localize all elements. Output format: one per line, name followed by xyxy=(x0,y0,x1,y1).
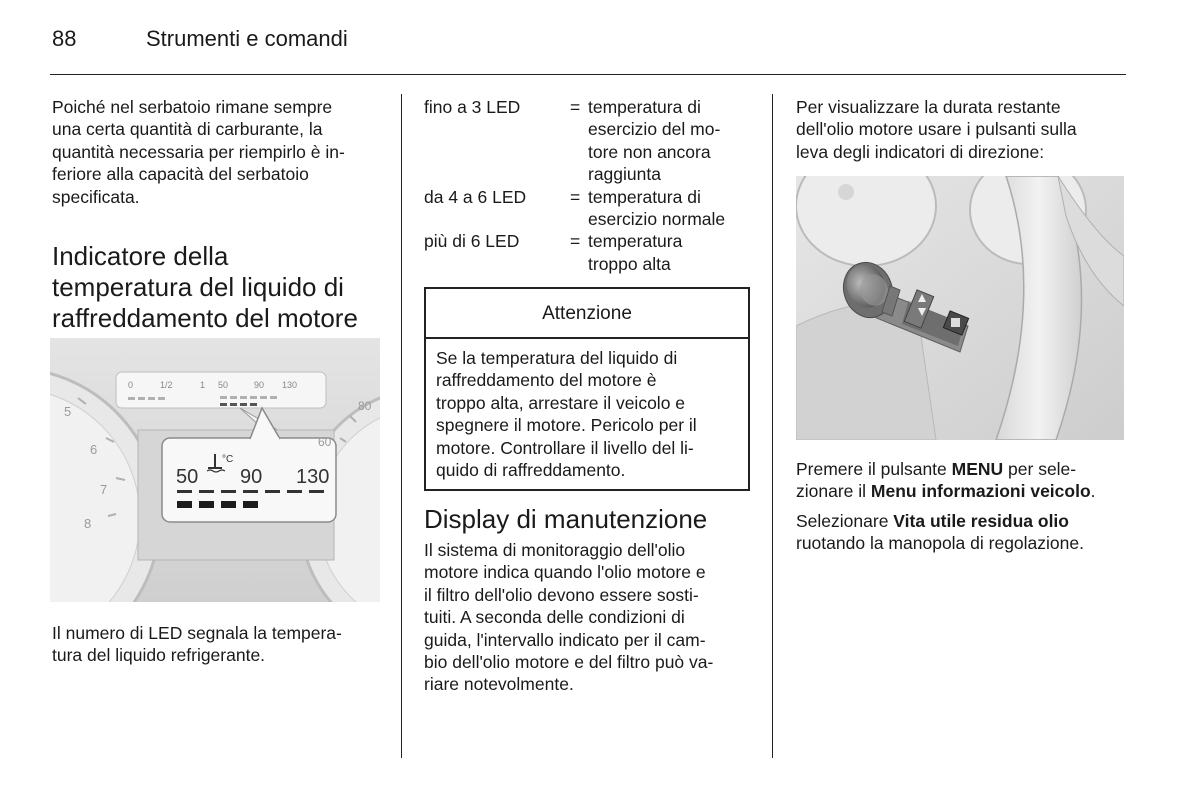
led-meaning xyxy=(588,186,758,231)
led-row-top xyxy=(177,490,324,493)
instrument-cluster-illustration xyxy=(50,338,380,602)
gauge-number: 60 xyxy=(318,435,332,449)
text-line: temperatura di xyxy=(588,186,701,207)
zoom-value: 130 xyxy=(296,466,330,488)
warning-box xyxy=(424,287,750,491)
text-line: Il numero di LED segnala la tempera- xyxy=(52,623,342,643)
intro-paragraph xyxy=(52,96,388,208)
maintenance-heading: Display di manutenzione xyxy=(424,504,708,534)
turn-signal-lever-illustration xyxy=(796,176,1124,440)
text-line: feriore alla capacità del serbatoio xyxy=(52,164,309,185)
gauge-number: 5 xyxy=(64,404,72,419)
warning-body xyxy=(426,339,748,489)
heading-line: raffreddamento del motore xyxy=(52,303,358,334)
equals-sign: = xyxy=(570,231,581,252)
text-line: quido di raffreddamento. xyxy=(436,460,626,481)
text-line: guida, l'intervallo indicato per il cam- xyxy=(424,629,706,650)
text-line: troppo alta xyxy=(588,253,671,274)
gauge-number: 7 xyxy=(100,482,108,497)
zoom-unit: °C xyxy=(222,454,234,465)
text-line: Il sistema di monitoraggio dell'olio xyxy=(424,540,686,560)
step-menu xyxy=(796,458,1136,503)
led-meaning xyxy=(588,96,758,186)
text-line: tura del liquido refrigerante. xyxy=(52,645,266,666)
heading-line: temperatura del liquido di xyxy=(52,272,344,303)
text-line: tuiti. A seconda delle condizioni di xyxy=(424,607,685,628)
table-row xyxy=(424,186,758,231)
column-divider-1 xyxy=(401,94,402,758)
strip-label: 130 xyxy=(282,380,298,390)
strip-label: 1 xyxy=(200,380,206,390)
equals-sign: = xyxy=(570,97,581,117)
page-number: 88 xyxy=(52,26,77,51)
text-line: esercizio normale xyxy=(588,209,726,230)
text-line: il filtro dell'olio devono essere sosti- xyxy=(424,584,699,605)
step1-text xyxy=(796,459,1076,479)
gauge-number: 80 xyxy=(358,399,372,413)
text-fragment: Premere il pulsante xyxy=(796,459,952,479)
strip-label: 50 xyxy=(218,380,229,390)
led-meaning xyxy=(588,230,758,275)
step-select xyxy=(796,510,1136,555)
illustration-caption xyxy=(52,622,388,667)
lever-svg xyxy=(796,176,1124,440)
table-row xyxy=(424,230,758,275)
strip-label: 0 xyxy=(128,380,134,390)
text-line: una certa quantità di carburante, la xyxy=(52,119,323,140)
led-range: da 4 a 6 LED xyxy=(424,186,527,207)
text-line: tore non ancora xyxy=(588,141,711,162)
text-line: specificata. xyxy=(52,186,140,207)
cluster-svg xyxy=(50,338,380,602)
right-intro xyxy=(796,96,1136,163)
text-line: quantità necessaria per riempirlo è in- xyxy=(52,141,345,162)
zoom-value: 90 xyxy=(240,466,263,488)
text-line: motore indica quando l'olio motore e xyxy=(424,562,706,583)
text-line: raffreddamento del motore è xyxy=(436,370,657,391)
warning-title: Attenzione xyxy=(426,289,748,339)
header-rule xyxy=(50,74,1126,75)
text-line: motore. Controllare il livello del li- xyxy=(436,437,694,458)
heading-line: Indicatore della xyxy=(52,241,229,272)
led-table xyxy=(424,96,758,275)
table-row xyxy=(424,96,758,186)
text-line: troppo alta, arrestare il veicolo e xyxy=(436,392,686,413)
zoom-value: 50 xyxy=(176,466,199,488)
text-fragment: per sele- xyxy=(1003,459,1077,479)
text-line: Per visualizzare la durata restante xyxy=(796,97,1061,117)
text-line: dell'olio motore usare i pulsanti sulla xyxy=(796,119,1077,140)
menu-button-icon xyxy=(951,318,960,327)
text-line: ruotando la manopola di regolazione. xyxy=(796,533,1084,554)
maintenance-section xyxy=(424,504,760,696)
text-fragment: Selezionare xyxy=(796,511,894,531)
vehicle-info-menu-label: Menu informazioni veicolo xyxy=(870,481,1091,502)
gauge-number: 8 xyxy=(84,516,92,531)
section-heading xyxy=(52,241,388,334)
led-range: più di 6 LED xyxy=(424,231,520,252)
maintenance-body xyxy=(424,539,760,696)
strip-label: 90 xyxy=(254,380,265,390)
menu-button-label: MENU xyxy=(951,459,1004,479)
led-range: fino a 3 LED xyxy=(424,97,521,117)
text-line: spegnere il motore. Pericolo per il xyxy=(436,415,697,436)
oil-life-item-label: Vita utile residua olio xyxy=(893,511,1069,531)
section-title: Strumenti e comandi xyxy=(146,26,348,51)
gauge-number: 6 xyxy=(90,442,98,457)
text-line: raggiunta xyxy=(588,164,661,185)
text-line: leva degli indicatori di direzione: xyxy=(796,141,1045,162)
equals-sign: = xyxy=(570,186,581,207)
text-fragment: . xyxy=(1090,481,1096,502)
page-header xyxy=(52,26,348,52)
column-divider-2 xyxy=(772,94,773,758)
strip-label: 1/2 xyxy=(160,380,173,390)
text-fragment: zionare il xyxy=(796,481,871,502)
text-line: Poiché nel serbatoio rimane sempre xyxy=(52,97,333,117)
left-column xyxy=(52,96,388,334)
text-line: riare notevolmente. xyxy=(424,674,574,695)
text-line: temperatura xyxy=(588,231,683,252)
text-line: bio dell'olio motore e del filtro può va- xyxy=(424,652,714,673)
text-line: Se la temperatura del liquido di xyxy=(436,348,678,368)
text-line: esercizio del mo- xyxy=(588,119,721,140)
text-line: temperatura di xyxy=(588,97,701,117)
